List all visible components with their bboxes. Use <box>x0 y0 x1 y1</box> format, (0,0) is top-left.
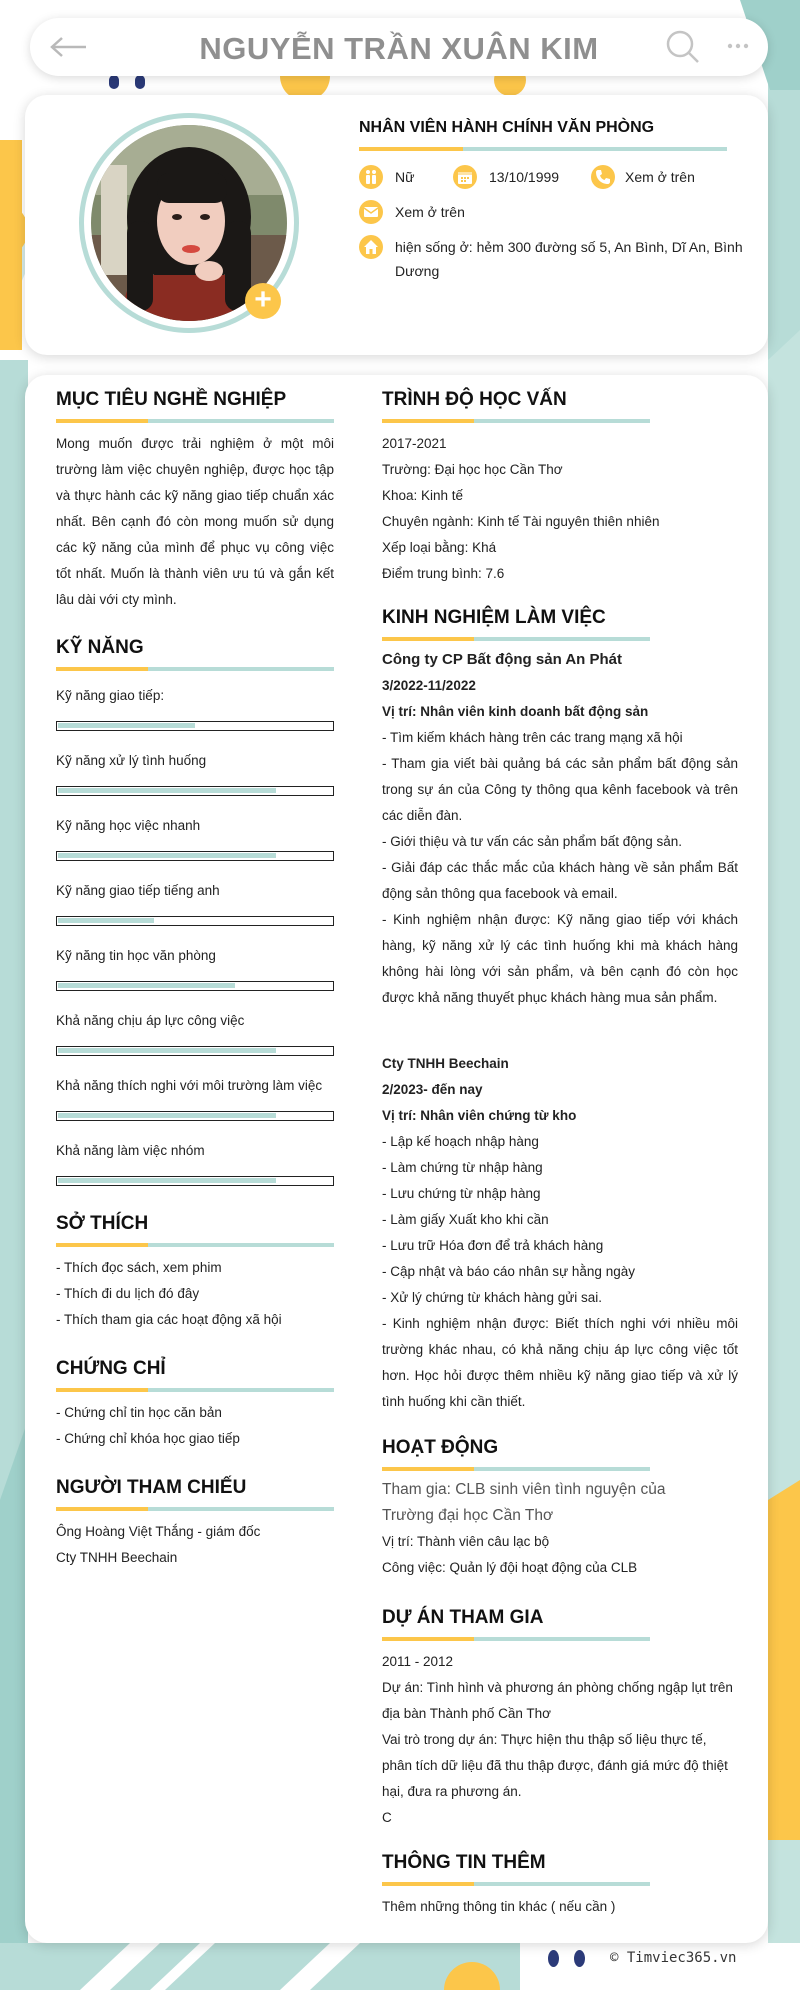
skill-item: Kỹ năng học việc nhanh <box>56 817 334 835</box>
activity-item: Công việc: Quản lý đội hoạt động của CLB <box>382 1560 638 1575</box>
job1-duty: - Giải đáp các thắc mắc của khách hàng về sản phẩm Bất động sản thông qua facebook và email. <box>382 860 738 901</box>
education-item: Trường: Đại học học Cần Thơ <box>382 462 563 477</box>
education-item: Chuyên ngành: Kinh tế Tài nguyên thiên nhiên <box>382 514 660 529</box>
activity-heading: Tham gia: CLB sinh viên tình nguyện của Trường đại học Cần Thơ <box>382 1481 666 1524</box>
job1-duty: - Giới thiệu và tư vấn các sản phẩm bất động sản. <box>382 834 683 849</box>
job-title-underline <box>359 147 727 151</box>
project-item: C <box>382 1810 392 1825</box>
job1-position: Vị trí: Nhân viên kinh doanh bất động sản <box>382 704 649 719</box>
reference-item: Cty TNHH Beechain <box>56 1550 178 1565</box>
top-bar <box>30 18 768 76</box>
hobbies-section <box>56 1211 334 1333</box>
calendar-icon <box>453 165 477 189</box>
address-value: hiện sống ở: hẻm 300 đường số 5, An Bình, Dĩ An, Bình Dương <box>395 239 743 279</box>
job2-duty: - Lưu chứng từ nhập hàng <box>382 1186 541 1201</box>
birthday-value: 13/10/1999 <box>489 169 560 185</box>
skills-section <box>56 635 334 671</box>
skill-bar <box>56 916 334 926</box>
job2-duty: - Kinh nghiệm nhận được: Biết thích nghi với nhiều môi trường khác nhau, có khả năng chịu áp lực công việc tốt hơn. Học hỏi được thêm nhiều kỹ năng giao tiếp và xử lý tình huống khi cần thiết. <box>382 1316 738 1409</box>
education-item: Khoa: Kinh tế <box>382 488 464 503</box>
job2-duty: - Làm chứng từ nhập hàng <box>382 1160 543 1175</box>
projects-section <box>382 1605 738 1831</box>
job2-company: Cty TNHH Beechain <box>382 1056 509 1071</box>
objective-section <box>56 387 334 613</box>
skill-bar <box>56 721 334 731</box>
activities-section <box>382 1435 738 1581</box>
gender-icon <box>359 165 383 189</box>
education-item: Xếp loại bằng: Khá <box>382 540 497 555</box>
reference-item: Ông Hoàng Việt Thắng - giám đốc <box>56 1524 261 1539</box>
education-title: TRÌNH ĐỘ HỌC VẤN <box>382 389 567 410</box>
decor-dot-icon <box>574 1950 585 1967</box>
objective-text: Mong muốn được trải nghiệm ở một môi trường làm việc chuyên nghiệp, được học tập và thực hành các kỹ năng giao tiếp chuẩn xác nhất. Bên cạnh đó còn mong muốn sử dụng các kỹ năng của mình để phục vụ công việc tốt nhất. Muốn là thành viên ưu tú và gắn kết lâu dài với cty mình. <box>56 436 334 607</box>
email-value: Xem ở trên <box>395 204 465 220</box>
search-icon[interactable] <box>666 30 700 64</box>
job2-duty: - Lưu trữ Hóa đơn để trả khách hàng <box>382 1238 604 1253</box>
certificate-item: - Chứng chỉ khóa học giao tiếp <box>56 1431 240 1446</box>
job1-duty: - Kinh nghiệm nhận được: Kỹ năng giao tiếp với khách hàng, kỹ năng xử lý các tình huống khi mà khách hàng không hài lòng với sản phẩm, và bên cạnh đó còn học được khả năng thuyết phục khách hàng mua sản phẩm. <box>382 912 738 1005</box>
skill-item: Khả năng làm việc nhóm <box>56 1142 334 1160</box>
project-item: Dự án: Tình hình và phương án phòng chống ngập lụt trên địa bàn Thành phố Cần Thơ <box>382 1680 733 1721</box>
references-section <box>56 1475 334 1571</box>
phone-value: Xem ở trên <box>625 169 695 185</box>
gender-value: Nữ <box>395 169 415 185</box>
skills-title: KỸ NĂNG <box>56 637 144 658</box>
brand-watermark[interactable]: © Timviec365.vn <box>610 1950 737 1966</box>
skill-item: Kỹ năng giao tiếp: <box>56 687 334 705</box>
education-item: Điểm trung bình: 7.6 <box>382 566 505 581</box>
hobby-item: - Thích đi du lịch đó đây <box>56 1286 200 1301</box>
projects-title: DỰ ÁN THAM GIA <box>382 1607 544 1628</box>
skill-item: Khả năng thích nghi với môi trường làm việc <box>56 1077 334 1095</box>
project-item: 2011 - 2012 <box>382 1654 454 1669</box>
job-title: NHÂN VIÊN HÀNH CHÍNH VĂN PHÒNG <box>359 119 655 136</box>
experience-title: KINH NGHIỆM LÀM VIỆC <box>382 607 606 628</box>
phone-icon <box>591 165 615 189</box>
skill-item: Khả năng chịu áp lực công việc <box>56 1012 334 1030</box>
extra-section <box>382 1850 738 1920</box>
job2-position: Vị trí: Nhân viên chứng từ kho <box>382 1108 577 1123</box>
skill-bar <box>56 981 334 991</box>
email-icon <box>359 200 383 224</box>
job2-duty: - Làm giấy Xuất kho khi cần <box>382 1212 549 1227</box>
job2-duty: - Cập nhật và báo cáo nhân sự hằng ngày <box>382 1264 635 1279</box>
certificates-section <box>56 1356 334 1452</box>
references-title: NGƯỜI THAM CHIẾU <box>56 1477 247 1498</box>
education-section <box>382 387 738 587</box>
job1-duty: - Tham gia viết bài quảng bá các sản phẩm bất động sản trong sự án của Công ty thông qua kênh facebook và trên các diễn đàn. <box>382 756 738 823</box>
add-photo-button[interactable]: + <box>245 283 281 319</box>
skill-bar <box>56 786 334 796</box>
job1-period: 3/2022-11/2022 <box>382 678 476 693</box>
skill-bar <box>56 851 334 861</box>
job2-duty: - Xử lý chứng từ khách hàng gửi sai. <box>382 1290 603 1305</box>
objective-title: MỤC TIÊU NGHỀ NGHIỆP <box>56 389 287 410</box>
experience-section <box>382 605 738 1415</box>
extra-text: Thêm những thông tin khác ( nếu cần ) <box>382 1899 616 1914</box>
content-card <box>25 375 768 1943</box>
hobby-item: - Thích đọc sách, xem phim <box>56 1260 222 1275</box>
job2-period: 2/2023- đến nay <box>382 1082 483 1097</box>
job1-duty: - Tìm kiếm khách hàng trên các trang mạng xã hội <box>382 730 683 745</box>
activities-title: HOẠT ĐỘNG <box>382 1437 499 1458</box>
profile-card <box>25 95 768 355</box>
extra-title: THÔNG TIN THÊM <box>382 1852 546 1873</box>
project-item: Vai trò trong dự án: Thực hiện thu thập số liệu thực tế, phân tích dữ liệu đã thu thập được, đánh giá mức độ thiệt hại, đưa ra phương án. <box>382 1732 728 1799</box>
skill-bar <box>56 1111 334 1121</box>
skill-item: Kỹ năng giao tiếp tiếng anh <box>56 882 334 900</box>
hobbies-title: SỞ THÍCH <box>56 1213 149 1234</box>
skill-bar <box>56 1046 334 1056</box>
skill-bar <box>56 1176 334 1186</box>
hobby-item: - Thích tham gia các hoạt động xã hội <box>56 1312 282 1327</box>
job2-duty: - Lập kế hoạch nhập hàng <box>382 1134 539 1149</box>
candidate-name: NGUYỄN TRẦN XUÂN KIM <box>199 31 599 66</box>
education-item: 2017-2021 <box>382 436 447 451</box>
activity-item: Vị trí: Thành viên câu lạc bộ <box>382 1534 550 1549</box>
skill-item: Kỹ năng tin học văn phòng <box>56 947 334 965</box>
skill-item: Kỹ năng xử lý tình huống <box>56 752 334 770</box>
certificates-title: CHỨNG CHỈ <box>56 1358 166 1379</box>
decor-dot-icon <box>548 1950 559 1967</box>
job1-company: Công ty CP Bất động sản An Phát <box>382 651 623 668</box>
avatar <box>79 113 299 333</box>
more-icon[interactable] <box>726 38 750 54</box>
certificate-item: - Chứng chỉ tin học căn bản <box>56 1405 222 1420</box>
home-icon <box>359 235 383 259</box>
